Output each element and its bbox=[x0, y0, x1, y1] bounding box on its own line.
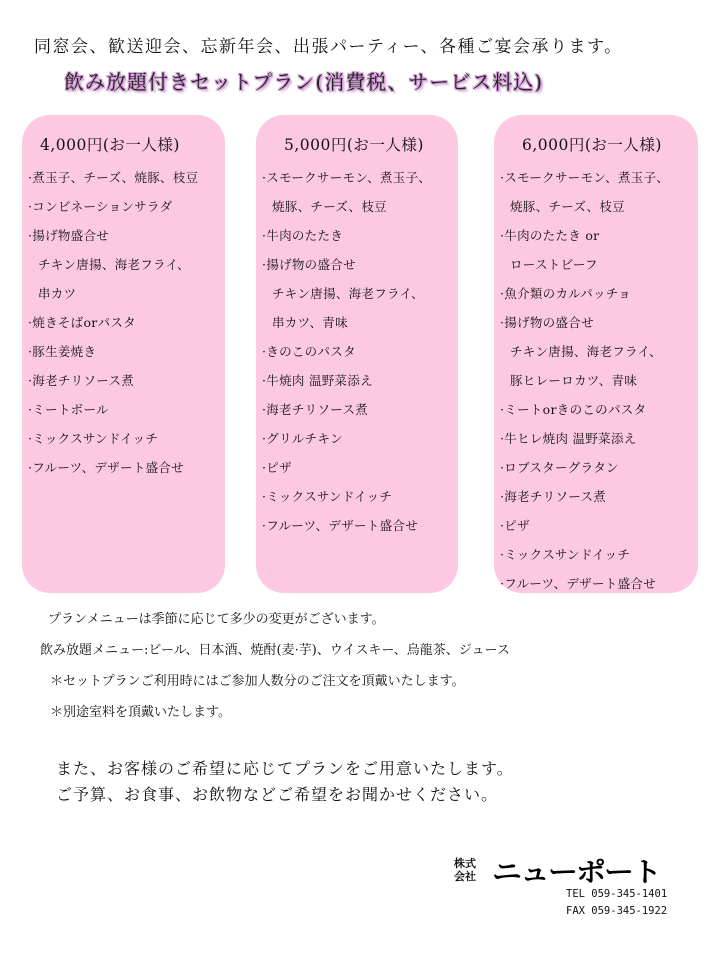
menu-item: ·焼きそばorパスタ bbox=[28, 315, 136, 330]
menu-item: ·ミートボール bbox=[28, 402, 109, 417]
menu-item: ·スモークサーモン、煮玉子、 bbox=[500, 170, 670, 185]
plan-item-list bbox=[500, 163, 698, 598]
plan-price: 5,000円(お一人様) bbox=[284, 136, 424, 154]
closing-line: ご予算、お食事、お飲物などご希望をお聞かせください。 bbox=[56, 785, 499, 804]
menu-item: ·ミックスサンドイッチ bbox=[262, 489, 393, 504]
contact-info bbox=[566, 886, 667, 920]
menu-item: 串カツ bbox=[38, 286, 77, 301]
menu-item: ·フルーツ、デザート盛合せ bbox=[28, 460, 184, 475]
plan-item-list bbox=[262, 163, 458, 540]
menu-item: ·フルーツ、デザート盛合せ bbox=[500, 576, 656, 591]
menu-item: ·煮玉子、チーズ、焼豚、枝豆 bbox=[28, 170, 199, 185]
plan-item-list bbox=[28, 163, 225, 482]
plan-card-4000 bbox=[22, 115, 225, 593]
plan-price: 4,000円(お一人様) bbox=[40, 136, 180, 154]
menu-item: ·豚生姜焼き bbox=[28, 344, 97, 359]
menu-item: チキン唐揚、海老フライ、 bbox=[38, 257, 190, 272]
menu-item: 豚ヒレーロカツ、青味 bbox=[510, 373, 638, 388]
plan-card-5000 bbox=[256, 115, 458, 593]
menu-item: ·牛肉のたたき bbox=[262, 228, 344, 243]
menu-item: ·ミックスサンドイッチ bbox=[28, 431, 159, 446]
company-type: 株式会社 bbox=[454, 857, 476, 883]
closing-message bbox=[56, 756, 514, 808]
plan-title: 飲み放題付きセットプラン(消費税、サービス料込) bbox=[64, 70, 544, 94]
menu-item: ·海老チリソース煮 bbox=[500, 489, 607, 504]
menu-item: ·コンビネーションサラダ bbox=[28, 199, 173, 214]
menu-item: ·牛ヒレ焼肉 温野菜添え bbox=[500, 431, 637, 446]
menu-item: ·グリルチキン bbox=[262, 431, 343, 446]
menu-item: ·牛焼肉 温野菜添え bbox=[262, 373, 373, 388]
menu-item: ·スモークサーモン、煮玉子、 bbox=[262, 170, 432, 185]
menu-item: ·海老チリソース煮 bbox=[262, 402, 369, 417]
note-drinks-menu: 飲み放題メニュー:ビール、日本酒、焼酎(麦·芋)、ウイスキー、烏龍茶、ジュース bbox=[40, 643, 510, 658]
note-room-charge: ＊別途室料を頂戴いたします。 bbox=[50, 705, 231, 720]
company-name: ニューポート bbox=[492, 857, 660, 889]
contact-fax: FAX 059-345-1922 bbox=[566, 905, 668, 917]
menu-item: ·海老チリソース煮 bbox=[28, 373, 135, 388]
menu-item: ローストビーフ bbox=[510, 257, 598, 272]
intro-text: 同窓会、歓送迎会、忘新年会、出張パーティー、各種ご宴会承ります。 bbox=[34, 37, 623, 57]
menu-item: ·牛肉のたたき or bbox=[500, 228, 600, 243]
menu-item: ·ミートorきのこのパスタ bbox=[500, 402, 647, 417]
menu-item: チキン唐揚、海老フライ、 bbox=[272, 286, 424, 301]
menu-item: ·きのこのパスタ bbox=[262, 344, 356, 359]
menu-item: ·ロブスターグラタン bbox=[500, 460, 619, 475]
menu-item: ·ミックスサンドイッチ bbox=[500, 547, 631, 562]
plan-card-6000 bbox=[494, 115, 698, 593]
note-order-requirement: ＊セットプランご利用時にはご参加人数分のご注文を頂戴いたします。 bbox=[50, 674, 465, 689]
note-seasonal: プランメニューは季節に応じて多少の変更がございます。 bbox=[48, 612, 385, 627]
plan-price: 6,000円(お一人様) bbox=[522, 136, 662, 154]
menu-item: チキン唐揚、海老フライ、 bbox=[510, 344, 662, 359]
notes-section bbox=[40, 608, 510, 732]
menu-item: 焼豚、チーズ、枝豆 bbox=[510, 199, 625, 214]
closing-line: また、お客様のご希望に応じてプランをご用意いたします。 bbox=[56, 759, 514, 778]
menu-item: ·揚げ物の盛合せ bbox=[262, 257, 356, 272]
menu-item: ·フルーツ、デザート盛合せ bbox=[262, 518, 418, 533]
contact-tel: TEL 059-345-1401 bbox=[566, 888, 668, 900]
menu-item: ·揚げ物の盛合せ bbox=[500, 315, 594, 330]
menu-item: ·ピザ bbox=[262, 460, 292, 475]
menu-item: 串カツ、青味 bbox=[272, 315, 348, 330]
menu-item: 焼豚、チーズ、枝豆 bbox=[272, 199, 387, 214]
menu-item: ·魚介類のカルパッチョ bbox=[500, 286, 632, 301]
menu-item: ·ピザ bbox=[500, 518, 530, 533]
menu-item: ·揚げ物盛合せ bbox=[28, 228, 110, 243]
